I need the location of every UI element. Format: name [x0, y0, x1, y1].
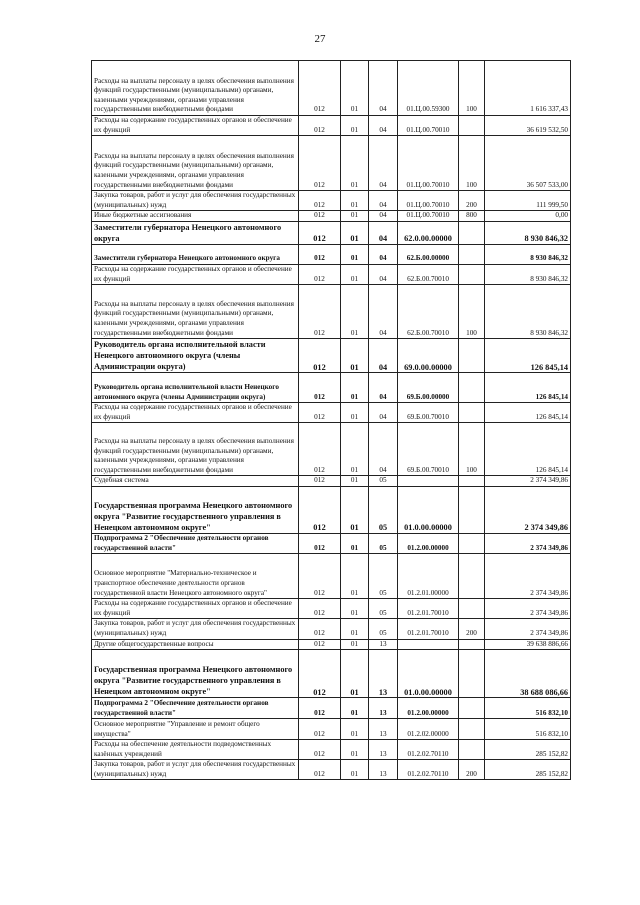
expense-type-cell: [459, 650, 485, 698]
section-code-cell: 01: [341, 221, 369, 244]
section-code-cell: 01: [341, 698, 369, 719]
ministry-code-cell: 012: [299, 61, 341, 116]
table-row: [92, 486, 571, 533]
amount-cell: 285 152,82: [485, 760, 571, 780]
ministry-code-cell: 012: [299, 116, 341, 136]
expense-name-cell: Расходы на обеспечение деятельности подведомственных казённых учреждений: [92, 740, 299, 760]
subsection-code-cell: 04: [369, 339, 398, 373]
amount-cell: 36 507 533,00: [485, 136, 571, 191]
expense-name-cell: Расходы на содержание государственных органов и обеспечение их функций: [92, 403, 299, 423]
section-code-cell: 01: [341, 740, 369, 760]
amount-cell: 126 845,14: [485, 339, 571, 373]
table-row: [92, 211, 571, 222]
section-code-cell: 01: [341, 116, 369, 136]
amount-cell: 285 152,82: [485, 740, 571, 760]
expense-name-cell: Расходы на выплаты персоналу в целях обеспечения выполнения функций государственными (муниципальными) органами, казенными учреждениями, органами управления государственными внебюджетными фондами: [92, 136, 299, 191]
budget-table: [91, 60, 571, 780]
subsection-code-cell: 05: [369, 599, 398, 619]
subsection-code-cell: 05: [369, 486, 398, 533]
expense-type-cell: 200: [459, 191, 485, 211]
ministry-code-cell: 012: [299, 285, 341, 339]
expense-type-cell: [459, 244, 485, 264]
expense-type-cell: [459, 486, 485, 533]
expense-type-cell: [459, 221, 485, 244]
subsection-code-cell: 05: [369, 619, 398, 639]
expense-type-cell: 100: [459, 423, 485, 476]
table-row: [92, 264, 571, 284]
target-article-cell: 01.Ц.00.70010: [398, 116, 459, 136]
ministry-code-cell: 012: [299, 221, 341, 244]
subsection-code-cell: 04: [369, 285, 398, 339]
section-code-cell: 01: [341, 719, 369, 740]
section-code-cell: 01: [341, 403, 369, 423]
subsection-code-cell: 13: [369, 760, 398, 780]
ministry-code-cell: 012: [299, 211, 341, 222]
subsection-code-cell: 04: [369, 61, 398, 116]
expense-name-cell: Подпрограмма 2 "Обеспечение деятельности органов государственной власти": [92, 533, 299, 553]
expense-name-cell: Подпрограмма 2 "Обеспечение деятельности органов государственной власти": [92, 698, 299, 719]
ministry-code-cell: 012: [299, 619, 341, 639]
target-article-cell: 69.Б.00.70010: [398, 423, 459, 476]
amount-cell: 126 845,14: [485, 373, 571, 403]
expense-name-cell: Государственная программа Ненецкого автономного округа "Развитие государственного управления в Ненецком автономном округе": [92, 650, 299, 698]
target-article-cell: 62.Б.00.00000: [398, 244, 459, 264]
table-row: [92, 136, 571, 191]
table-row: [92, 61, 571, 116]
expense-type-cell: [459, 373, 485, 403]
amount-cell: 126 845,14: [485, 403, 571, 423]
amount-cell: 38 688 086,66: [485, 650, 571, 698]
expense-name-cell: Закупка товаров, работ и услуг для обеспечения государственных (муниципальных) нужд: [92, 760, 299, 780]
section-code-cell: 01: [341, 650, 369, 698]
expense-type-cell: [459, 533, 485, 553]
subsection-code-cell: 13: [369, 740, 398, 760]
section-code-cell: 01: [341, 533, 369, 553]
subsection-code-cell: 04: [369, 264, 398, 284]
section-code-cell: 01: [341, 244, 369, 264]
expense-type-cell: [459, 554, 485, 599]
table-body: [92, 61, 571, 780]
amount-cell: 2 374 349,86: [485, 554, 571, 599]
target-article-cell: 01.2.02.70110: [398, 760, 459, 780]
expense-name-cell: Другие общегосударственные вопросы: [92, 639, 299, 650]
expense-name-cell: Закупка товаров, работ и услуг для обеспечения государственных (муниципальных) нужд: [92, 191, 299, 211]
expense-type-cell: 800: [459, 211, 485, 222]
ministry-code-cell: 012: [299, 339, 341, 373]
section-code-cell: 01: [341, 423, 369, 476]
target-article-cell: 01.0.00.00000: [398, 486, 459, 533]
target-article-cell: 01.0.00.00000: [398, 650, 459, 698]
expense-type-cell: [459, 599, 485, 619]
section-code-cell: 01: [341, 476, 369, 487]
ministry-code-cell: 012: [299, 650, 341, 698]
subsection-code-cell: 04: [369, 423, 398, 476]
expense-name-cell: Судебная система: [92, 476, 299, 487]
section-code-cell: 01: [341, 619, 369, 639]
table-row: [92, 423, 571, 476]
expense-type-cell: [459, 719, 485, 740]
amount-cell: 2 374 349,86: [485, 533, 571, 553]
subsection-code-cell: 04: [369, 221, 398, 244]
amount-cell: 2 374 349,86: [485, 619, 571, 639]
target-article-cell: 01.2.01.00000: [398, 554, 459, 599]
expense-name-cell: Расходы на содержание государственных органов и обеспечение их функций: [92, 599, 299, 619]
subsection-code-cell: 04: [369, 373, 398, 403]
expense-type-cell: [459, 116, 485, 136]
target-article-cell: 01.Ц.00.70010: [398, 211, 459, 222]
subsection-code-cell: 13: [369, 719, 398, 740]
amount-cell: 36 619 532,50: [485, 116, 571, 136]
table-row: [92, 740, 571, 760]
ministry-code-cell: 012: [299, 719, 341, 740]
expense-name-cell: Руководитель органа исполнительной власти Ненецкого автономного округа (члены Администрации округа): [92, 373, 299, 403]
table-row: [92, 221, 571, 244]
target-article-cell: 01.Ц.00.70010: [398, 191, 459, 211]
table-row: [92, 403, 571, 423]
section-code-cell: 01: [341, 599, 369, 619]
table-row: [92, 599, 571, 619]
amount-cell: 1 616 337,43: [485, 61, 571, 116]
table-row: [92, 373, 571, 403]
subsection-code-cell: 04: [369, 403, 398, 423]
target-article-cell: 01.2.02.00000: [398, 719, 459, 740]
ministry-code-cell: 012: [299, 698, 341, 719]
table-row: [92, 619, 571, 639]
table-row: [92, 244, 571, 264]
amount-cell: 516 832,10: [485, 719, 571, 740]
page-number: 27: [314, 33, 326, 45]
target-article-cell: 01.2.00.00000: [398, 698, 459, 719]
section-code-cell: 01: [341, 760, 369, 780]
expense-type-cell: [459, 698, 485, 719]
expense-name-cell: Расходы на содержание государственных органов и обеспечение их функций: [92, 264, 299, 284]
amount-cell: 39 638 886,66: [485, 639, 571, 650]
target-article-cell: 01.2.01.70010: [398, 599, 459, 619]
target-article-cell: 62.Б.00.70010: [398, 285, 459, 339]
expense-name-cell: Государственная программа Ненецкого автономного округа "Развитие государственного управления в Ненецком автономном округе": [92, 486, 299, 533]
amount-cell: 8 930 846,32: [485, 285, 571, 339]
ministry-code-cell: 012: [299, 423, 341, 476]
subsection-code-cell: 13: [369, 698, 398, 719]
target-article-cell: 01.2.02.70110: [398, 740, 459, 760]
ministry-code-cell: 012: [299, 373, 341, 403]
amount-cell: 8 930 846,32: [485, 244, 571, 264]
expense-type-cell: 100: [459, 136, 485, 191]
expense-type-cell: 100: [459, 285, 485, 339]
ministry-code-cell: 012: [299, 639, 341, 650]
target-article-cell: 69.0.00.00000: [398, 339, 459, 373]
target-article-cell: 01.2.00.00000: [398, 533, 459, 553]
section-code-cell: 01: [341, 191, 369, 211]
section-code-cell: 01: [341, 554, 369, 599]
amount-cell: 111 999,50: [485, 191, 571, 211]
expense-type-cell: [459, 403, 485, 423]
ministry-code-cell: 012: [299, 554, 341, 599]
expense-type-cell: 100: [459, 61, 485, 116]
expense-name-cell: Заместители губернатора Ненецкого автономного округа: [92, 221, 299, 244]
amount-cell: 126 845,14: [485, 423, 571, 476]
expense-name-cell: Иные бюджетные ассигнования: [92, 211, 299, 222]
expense-name-cell: Закупка товаров, работ и услуг для обеспечения государственных (муниципальных) нужд: [92, 619, 299, 639]
expense-name-cell: Основное мероприятие "Управление и ремонт общего имущества": [92, 719, 299, 740]
ministry-code-cell: 012: [299, 740, 341, 760]
ministry-code-cell: 012: [299, 533, 341, 553]
expense-type-cell: 200: [459, 760, 485, 780]
expense-name-cell: Основное мероприятие "Материально-техническое и транспортное обеспечение деятельности органов государственной власти Ненецкого автономного округа": [92, 554, 299, 599]
ministry-code-cell: 012: [299, 191, 341, 211]
expense-name-cell: Расходы на выплаты персоналу в целях обеспечения выполнения функций государственными (муниципальными) органами, казенными учреждениями, органами управления государственными внебюджетными фондами: [92, 61, 299, 116]
expense-name-cell: Руководитель органа исполнительной власти Ненецкого автономного округа (члены Администрации округа): [92, 339, 299, 373]
target-article-cell: 62.0.00.00000: [398, 221, 459, 244]
section-code-cell: 01: [341, 136, 369, 191]
section-code-cell: 01: [341, 639, 369, 650]
section-code-cell: 01: [341, 486, 369, 533]
expense-name-cell: Расходы на выплаты персоналу в целях обеспечения выполнения функций государственными (муниципальными) органами, казенными учреждениями, органами управления государственными внебюджетными фондами: [92, 423, 299, 476]
expense-type-cell: [459, 339, 485, 373]
section-code-cell: 01: [341, 264, 369, 284]
section-code-cell: 01: [341, 339, 369, 373]
expense-type-cell: [459, 264, 485, 284]
ministry-code-cell: 012: [299, 136, 341, 191]
target-article-cell: 01.Ц.00.59300: [398, 61, 459, 116]
target-article-cell: 69.Б.00.00000: [398, 373, 459, 403]
subsection-code-cell: 05: [369, 476, 398, 487]
ministry-code-cell: 012: [299, 264, 341, 284]
amount-cell: 2 374 349,86: [485, 476, 571, 487]
table-row: [92, 698, 571, 719]
table-row: [92, 285, 571, 339]
target-article-cell: 01.2.01.70010: [398, 619, 459, 639]
subsection-code-cell: 13: [369, 650, 398, 698]
expense-name-cell: Заместители губернатора Ненецкого автономного округа: [92, 244, 299, 264]
amount-cell: 516 832,10: [485, 698, 571, 719]
target-article-cell: 69.Б.00.70010: [398, 403, 459, 423]
table-row: [92, 760, 571, 780]
ministry-code-cell: 012: [299, 244, 341, 264]
section-code-cell: 01: [341, 373, 369, 403]
ministry-code-cell: 012: [299, 599, 341, 619]
section-code-cell: 01: [341, 211, 369, 222]
amount-cell: 0,00: [485, 211, 571, 222]
table-row: [92, 476, 571, 487]
subsection-code-cell: 04: [369, 244, 398, 264]
subsection-code-cell: 04: [369, 116, 398, 136]
amount-cell: 2 374 349,86: [485, 486, 571, 533]
ministry-code-cell: 012: [299, 476, 341, 487]
target-article-cell: [398, 639, 459, 650]
ministry-code-cell: 012: [299, 486, 341, 533]
ministry-code-cell: 012: [299, 760, 341, 780]
expense-name-cell: Расходы на содержание государственных органов и обеспечение их функций: [92, 116, 299, 136]
expense-type-cell: [459, 476, 485, 487]
subsection-code-cell: 13: [369, 639, 398, 650]
amount-cell: 2 374 349,86: [485, 599, 571, 619]
table-row: [92, 533, 571, 553]
expense-type-cell: [459, 639, 485, 650]
table-row: [92, 554, 571, 599]
target-article-cell: 62.Б.00.70010: [398, 264, 459, 284]
ministry-code-cell: 012: [299, 403, 341, 423]
expense-type-cell: 200: [459, 619, 485, 639]
table-row: [92, 191, 571, 211]
target-article-cell: [398, 476, 459, 487]
section-code-cell: 01: [341, 285, 369, 339]
table-row: [92, 639, 571, 650]
amount-cell: 8 930 846,32: [485, 221, 571, 244]
table-row: [92, 719, 571, 740]
table-row: [92, 650, 571, 698]
table-row: [92, 339, 571, 373]
subsection-code-cell: 04: [369, 136, 398, 191]
table-row: [92, 116, 571, 136]
subsection-code-cell: 05: [369, 533, 398, 553]
target-article-cell: 01.Ц.00.70010: [398, 136, 459, 191]
subsection-code-cell: 05: [369, 554, 398, 599]
expense-name-cell: Расходы на выплаты персоналу в целях обеспечения выполнения функций государственными (муниципальными) органами, казенными учреждениями, органами управления государственными внебюджетными фондами: [92, 285, 299, 339]
subsection-code-cell: 04: [369, 211, 398, 222]
expense-type-cell: [459, 740, 485, 760]
amount-cell: 8 930 846,32: [485, 264, 571, 284]
section-code-cell: 01: [341, 61, 369, 116]
subsection-code-cell: 04: [369, 191, 398, 211]
